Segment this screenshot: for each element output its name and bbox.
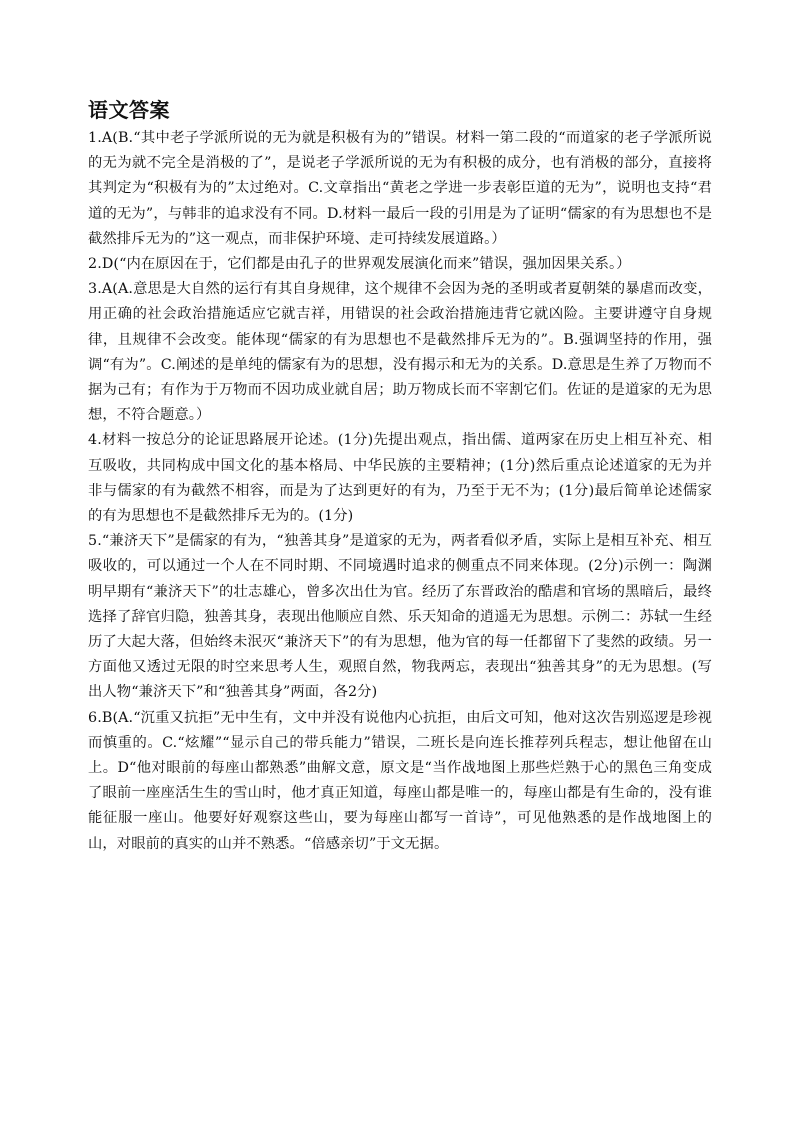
answer-content xyxy=(88,96,712,857)
answer-paragraph-4: 4.材料一按总分的论证思路展开论述。(1分)先提出观点，指出儒、道两家在历史上相互补充、相互吸收，共同构成中国文化的基本格局、中华民族的主要精神；(1分)然后重点论述道家的无为并非与儒家的有为截然不相容，而是为了达到更好的有为，乃至于无不为；(1分)最后简单论述儒家的有为思想也不是截然排斥无为的。(1分) xyxy=(88,432,712,525)
answer-paragraph-1: 1.A(B.“其中老子学派所说的无为就是积极有为的”错误。材料一第二段的“而道家的老子学派所说的无为就不完全是消极的了”，是说老子学派所说的无为有积极的成分，也有消极的部分，直接将其判定为“积极有为的”太过绝对。C.文章指出“黄老之学进一步表彰臣道的无为”，说明也支持“君道的无为”，与韩非的追求没有不同。D.材料一最后一段的引用是为了证明“儒家的有为思想也不是截然排斥无为的”这一观点，而非保护环境、走可持续发展道路。） xyxy=(88,130,712,247)
answer-paragraph-5: 5.“兼济天下”是儒家的有为，“独善其身”是道家的无为，两者看似矛盾，实际上是相互补充、相互吸收的，可以通过一个人在不同时期、不同境遇时追求的侧重点不同来体现。(2分)示例一：陶渊明早期有“兼济天下”的壮志雄心，曾多次出仕为官。经历了东晋政治的酷虐和官场的黑暗后，最终选择了辞官归隐，独善其身，表现出他顺应自然、乐天知命的逍遥无为思想。示例二：苏轼一生经历了大起大落，但始终未泯灭“兼济天下”的有为思想，他为官的每一任都留下了斐然的政绩。另一方面他又透过无限的时空来思考人生，观照自然，物我两忘，表现出“独善其身”的无为思想。(写出人物“兼济天下”和“独善其身”两面，各2分) xyxy=(88,533,712,701)
answer-paragraph-3: 3.A(A.意思是大自然的运行有其自身规律，这个规律不会因为尧的圣明或者夏朝桀的暴虐而改变，用正确的社会政治措施适应它就吉祥，用错误的社会政治措施违背它就凶险。主要讲遵守自身规律，且规律不会改变。能体现“儒家的有为思想也不是截然排斥无为的”。B.强调坚持的作用，强调“有为”。C.阐述的是单纯的儒家有为的思想，没有揭示和无为的关系。D.意思是生养了万物而不据为己有；有作为于万物而不因功成业就自居；助万物成长而不宰割它们。佐证的是道家的无为思想，不符合题意。） xyxy=(88,281,712,424)
page-title: 语文答案 xyxy=(88,98,170,122)
answer-paragraph-2: 2.D(“内在原因在于，它们都是由孔子的世界观发展演化而来”错误，强加因果关系。） xyxy=(88,256,631,273)
answer-paragraph-6: 6.B(A.“沉重又抗拒”无中生有，文中并没有说他内心抗拒，由后文可知，他对这次告别巡逻是珍视而慎重的。C.“炫耀”“显示自己的带兵能力”错误，二班长是向连长推荐列兵程志，想让他留在山上。D“他对眼前的每座山都熟悉”曲解文意，原文是“当作战地图上那些烂熟于心的黑色三角变成了眼前一座座活生生的雪山时，他才真正知道，每座山都是唯一的，每座山都是有生命的，没有谁能征服一座山。他要好好观察这些山，要为每座山都写一首诗”，可见他熟悉的是作战地图上的山，对眼前的真实的山并不熟悉。“倍感亲切”于文无据。 xyxy=(88,709,712,852)
